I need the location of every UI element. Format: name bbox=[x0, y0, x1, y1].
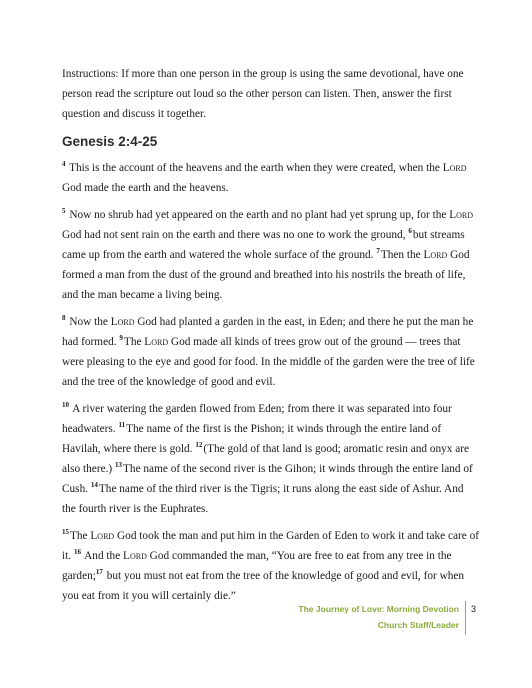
verse-text: (The gold of that land is good; aromatic resin and onyx are also there.) bbox=[62, 443, 470, 475]
verse-number: 5 bbox=[62, 207, 66, 216]
scripture-heading: Genesis 2:4-25 bbox=[62, 134, 158, 149]
verse-text: A river watering the garden flowed from Eden; from there it was separated into four headwaters. bbox=[62, 403, 452, 435]
verse-text: God made the earth and the heavens. bbox=[62, 182, 229, 194]
verse-text: Now the L bbox=[69, 316, 118, 328]
verse-number: 16 bbox=[73, 548, 81, 557]
verse-text: The L bbox=[70, 530, 98, 542]
verse-number: 12 bbox=[195, 441, 203, 450]
scripture-passage bbox=[62, 158, 480, 613]
verse-text: but streams came up from the earth and watered the whole surface of the ground. bbox=[62, 229, 465, 261]
footer-title: The Journey of Love: Morning Devotion bbox=[298, 604, 459, 614]
verse-number: 13 bbox=[115, 461, 123, 470]
verse-paragraph-4 bbox=[62, 399, 480, 519]
lord-small-caps: ord bbox=[151, 336, 169, 348]
verse-paragraph-3 bbox=[62, 312, 480, 392]
lord-small-caps: ord bbox=[97, 530, 115, 542]
verse-text: The name of the third river is the Tigris; it runs along the east side of Ashur. And the fourth river is the Euphrates. bbox=[62, 483, 464, 515]
verse-text: God had planted a garden in the east, in Eden; and there he put the man he had formed. bbox=[62, 316, 474, 348]
verse-number: 4 bbox=[62, 160, 66, 169]
verse-text: but you must not eat from the tree of the knowledge of good and evil, for when you eat from it you will certainly die.” bbox=[62, 570, 465, 602]
lord-small-caps: ord bbox=[449, 162, 467, 174]
verse-text: Then the L bbox=[380, 249, 431, 261]
verse-number: 15 bbox=[62, 528, 69, 537]
verse-number: 17 bbox=[95, 568, 103, 577]
verse-number: 7 bbox=[376, 247, 380, 256]
verse-text: God had not sent rain on the earth and there was no one to work the ground, bbox=[62, 229, 406, 241]
verse-number: 8 bbox=[62, 314, 66, 323]
verse-paragraph-5 bbox=[62, 526, 480, 606]
verse-text: This is the account of the heavens and the earth when they were created, when the L bbox=[69, 162, 450, 174]
lord-small-caps: ord bbox=[430, 249, 448, 261]
verse-text: God commanded the man, “You are free to eat from any tree in the garden; bbox=[62, 550, 452, 582]
lord-small-caps: ord bbox=[129, 550, 147, 562]
verse-paragraph-2 bbox=[62, 205, 480, 305]
verse-number: 6 bbox=[408, 227, 412, 236]
verse-number: 14 bbox=[90, 481, 98, 490]
instructions-text: Instructions: If more than one person in the group is using the same devotional, have one person read the scripture out loud so the other person can listen. Then, answer the first question and discuss it together. bbox=[62, 68, 464, 120]
lord-small-caps: ord bbox=[117, 316, 135, 328]
verse-text: Now no shrub had yet appeared on the earth and no plant had yet sprung up, for the L bbox=[69, 209, 457, 221]
verse-text: God made all kinds of trees grow out of the ground — trees that were pleasing to the eye and good for food. In the middle of the garden were the tree of life and the tree of the knowledge of good and evil. bbox=[62, 336, 475, 388]
verse-number: 9 bbox=[119, 334, 123, 343]
verse-paragraph-1 bbox=[62, 158, 480, 198]
verse-text: God took the man and put him in the Garden of Eden to work it and take care of it. bbox=[62, 530, 480, 562]
verse-number: 10 bbox=[62, 401, 69, 410]
verse-number: 11 bbox=[118, 421, 126, 430]
page-number: 3 bbox=[470, 604, 476, 614]
page-footer bbox=[298, 601, 476, 635]
verse-text: The name of the first is the Pishon; it winds through the entire land of Havilah, where there is gold. bbox=[62, 423, 442, 455]
verse-text: The L bbox=[123, 336, 152, 348]
verse-text: The name of the second river is the Gihon; it winds through the entire land of Cush. bbox=[62, 463, 473, 495]
footer-text-block bbox=[298, 601, 465, 633]
lord-small-caps: ord bbox=[456, 209, 474, 221]
verse-text: God formed a man from the dust of the ground and breathed into his nostrils the breath of life, and the man became a living being. bbox=[62, 249, 470, 301]
footer-subtitle: Church Staff/Leader bbox=[377, 620, 459, 630]
verse-text: And the L bbox=[84, 550, 130, 562]
